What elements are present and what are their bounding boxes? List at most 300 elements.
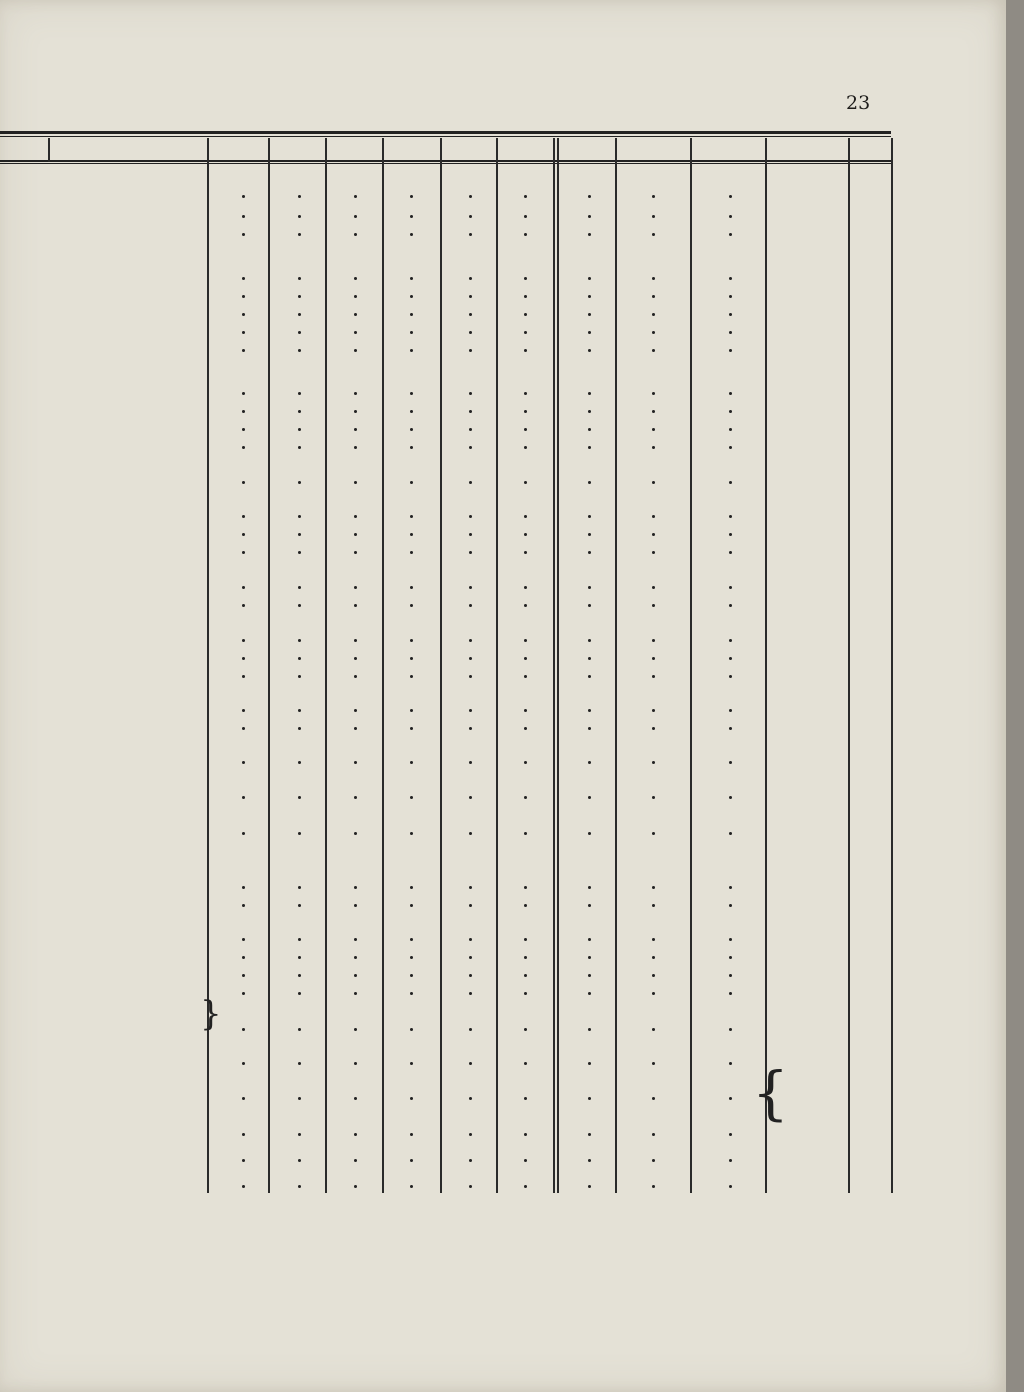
empty-mark [298, 410, 301, 413]
empty-mark [298, 832, 301, 835]
header-top-rule [0, 131, 891, 134]
empty-mark [298, 349, 301, 352]
empty-mark [588, 515, 591, 518]
empty-mark [298, 313, 301, 316]
empty-mark [354, 904, 357, 907]
empty-mark [410, 551, 413, 554]
empty-mark [652, 832, 655, 835]
empty-mark [242, 1062, 245, 1065]
empty-mark [298, 938, 301, 941]
empty-mark [354, 533, 357, 536]
empty-mark [652, 796, 655, 799]
empty-mark [652, 938, 655, 941]
empty-mark [652, 639, 655, 642]
empty-mark [524, 938, 527, 941]
empty-mark [242, 761, 245, 764]
column-rule [557, 138, 559, 1193]
empty-mark [729, 657, 732, 660]
empty-mark [524, 992, 527, 995]
empty-mark [242, 1185, 245, 1188]
empty-mark [729, 974, 732, 977]
empty-mark [354, 938, 357, 941]
empty-mark [410, 533, 413, 536]
empty-mark [354, 295, 357, 298]
empty-mark [588, 832, 591, 835]
empty-mark [588, 1097, 591, 1100]
empty-mark [242, 1133, 245, 1136]
empty-mark [524, 1133, 527, 1136]
empty-mark [354, 331, 357, 334]
empty-mark [469, 392, 472, 395]
empty-mark [469, 974, 472, 977]
empty-mark [298, 392, 301, 395]
empty-mark [410, 761, 413, 764]
empty-mark [588, 956, 591, 959]
empty-mark [242, 796, 245, 799]
empty-mark [410, 938, 413, 941]
empty-mark [410, 675, 413, 678]
empty-mark [354, 481, 357, 484]
empty-mark [729, 349, 732, 352]
empty-mark [410, 195, 413, 198]
empty-mark [242, 313, 245, 316]
empty-mark [588, 727, 591, 730]
empty-mark [298, 533, 301, 536]
empty-mark [354, 1028, 357, 1031]
empty-mark [729, 392, 732, 395]
empty-mark [242, 551, 245, 554]
empty-mark [469, 1133, 472, 1136]
empty-mark [729, 313, 732, 316]
empty-mark [652, 586, 655, 589]
column-rule [848, 138, 850, 1193]
empty-mark [410, 331, 413, 334]
empty-mark [242, 481, 245, 484]
empty-mark [469, 761, 472, 764]
empty-mark [354, 410, 357, 413]
empty-mark [242, 586, 245, 589]
empty-mark [242, 533, 245, 536]
empty-mark [524, 657, 527, 660]
empty-mark [588, 428, 591, 431]
empty-mark [524, 515, 527, 518]
empty-mark [354, 832, 357, 835]
empty-mark [410, 657, 413, 660]
empty-mark [588, 639, 591, 642]
empty-mark [729, 533, 732, 536]
empty-mark [469, 992, 472, 995]
empty-mark [524, 428, 527, 431]
empty-mark [588, 331, 591, 334]
empty-mark [729, 446, 732, 449]
empty-mark [652, 410, 655, 413]
empty-mark [588, 1185, 591, 1188]
empty-mark [588, 1159, 591, 1162]
empty-mark [354, 446, 357, 449]
empty-mark [410, 886, 413, 889]
empty-mark [729, 295, 732, 298]
empty-mark [469, 481, 472, 484]
empty-mark [469, 331, 472, 334]
empty-mark [729, 727, 732, 730]
empty-mark [298, 428, 301, 431]
empty-mark [410, 586, 413, 589]
empty-mark [652, 551, 655, 554]
empty-mark [469, 446, 472, 449]
empty-mark [298, 215, 301, 218]
empty-mark [588, 551, 591, 554]
empty-mark [298, 551, 301, 554]
empty-mark [652, 331, 655, 334]
page-edge-shadow [1006, 0, 1024, 1392]
empty-mark [729, 1133, 732, 1136]
column-rule [765, 138, 767, 1193]
empty-mark [729, 515, 732, 518]
empty-mark [652, 1159, 655, 1162]
empty-mark [588, 586, 591, 589]
empty-mark [354, 1133, 357, 1136]
empty-mark [354, 277, 357, 280]
empty-mark [588, 277, 591, 280]
empty-mark [588, 604, 591, 607]
empty-mark [242, 956, 245, 959]
empty-mark [652, 761, 655, 764]
empty-mark [354, 727, 357, 730]
empty-mark [469, 796, 472, 799]
empty-mark [469, 349, 472, 352]
empty-mark [588, 1133, 591, 1136]
empty-mark [588, 410, 591, 413]
empty-mark [652, 195, 655, 198]
empty-mark [410, 1028, 413, 1031]
empty-mark [298, 709, 301, 712]
empty-mark [652, 446, 655, 449]
empty-mark [588, 886, 591, 889]
empty-mark [588, 313, 591, 316]
empty-mark [652, 657, 655, 660]
empty-mark [298, 295, 301, 298]
empty-mark [729, 639, 732, 642]
column-rule [496, 138, 498, 1193]
empty-mark [469, 639, 472, 642]
empty-mark [524, 446, 527, 449]
empty-mark [242, 428, 245, 431]
empty-mark [588, 761, 591, 764]
empty-mark [729, 215, 732, 218]
empty-mark [354, 657, 357, 660]
empty-mark [729, 604, 732, 607]
empty-mark [298, 992, 301, 995]
empty-mark [469, 1028, 472, 1031]
empty-mark [242, 392, 245, 395]
empty-mark [469, 956, 472, 959]
empty-mark [729, 761, 732, 764]
empty-mark [524, 295, 527, 298]
empty-mark [524, 956, 527, 959]
empty-mark [652, 277, 655, 280]
empty-mark [652, 604, 655, 607]
empty-mark [729, 675, 732, 678]
empty-mark [298, 639, 301, 642]
empty-mark [410, 639, 413, 642]
empty-mark [410, 349, 413, 352]
empty-mark [469, 938, 472, 941]
empty-mark [242, 974, 245, 977]
empty-mark [298, 481, 301, 484]
empty-mark [652, 349, 655, 352]
empty-mark [524, 233, 527, 236]
empty-mark [242, 515, 245, 518]
empty-mark [652, 295, 655, 298]
empty-mark [410, 392, 413, 395]
empty-mark [242, 992, 245, 995]
empty-mark [354, 974, 357, 977]
empty-mark [298, 657, 301, 660]
empty-mark [410, 313, 413, 316]
empty-mark [652, 392, 655, 395]
empty-mark [652, 1097, 655, 1100]
empty-mark [242, 1028, 245, 1031]
empty-mark [298, 796, 301, 799]
empty-mark [410, 233, 413, 236]
empty-mark [524, 796, 527, 799]
empty-mark [298, 1159, 301, 1162]
empty-mark [588, 533, 591, 536]
empty-mark [410, 974, 413, 977]
empty-mark [354, 428, 357, 431]
empty-mark [469, 215, 472, 218]
column-rule [553, 138, 555, 1193]
empty-mark [298, 974, 301, 977]
empty-mark [298, 195, 301, 198]
empty-mark [469, 428, 472, 431]
empty-mark [588, 938, 591, 941]
empty-mark [729, 1185, 732, 1188]
empty-mark [469, 604, 472, 607]
empty-mark [652, 233, 655, 236]
empty-mark [298, 604, 301, 607]
empty-mark [242, 233, 245, 236]
empty-mark [588, 1062, 591, 1065]
header-bottom-rule-thin [0, 163, 891, 164]
empty-mark [354, 761, 357, 764]
empty-mark [524, 586, 527, 589]
empty-mark [298, 331, 301, 334]
empty-mark [652, 904, 655, 907]
empty-mark [588, 657, 591, 660]
empty-mark [729, 331, 732, 334]
empty-mark [469, 1185, 472, 1188]
empty-mark [524, 1062, 527, 1065]
empty-mark [524, 1097, 527, 1100]
empty-mark [729, 195, 732, 198]
empty-mark [410, 796, 413, 799]
empty-mark [588, 796, 591, 799]
empty-mark [588, 675, 591, 678]
empty-mark [524, 392, 527, 395]
empty-mark [354, 956, 357, 959]
empty-mark [469, 832, 472, 835]
empty-mark [242, 639, 245, 642]
column-rule [440, 138, 442, 1193]
empty-mark [298, 1028, 301, 1031]
empty-mark [410, 295, 413, 298]
empty-mark [729, 1097, 732, 1100]
empty-mark [469, 195, 472, 198]
empty-mark [729, 796, 732, 799]
empty-mark [410, 215, 413, 218]
empty-mark [729, 992, 732, 995]
empty-mark [410, 446, 413, 449]
empty-mark [469, 1159, 472, 1162]
column-rule [207, 138, 209, 1193]
empty-mark [469, 313, 472, 316]
empty-mark [242, 657, 245, 660]
empty-mark [242, 604, 245, 607]
empty-mark [469, 410, 472, 413]
empty-mark [729, 904, 732, 907]
empty-mark [410, 727, 413, 730]
empty-mark [242, 295, 245, 298]
empty-mark [242, 410, 245, 413]
empty-mark [652, 1062, 655, 1065]
empty-mark [469, 727, 472, 730]
empty-mark [469, 277, 472, 280]
empty-mark [524, 604, 527, 607]
empty-mark [524, 277, 527, 280]
empty-mark [729, 410, 732, 413]
empty-mark [354, 709, 357, 712]
empty-mark [729, 886, 732, 889]
empty-mark [652, 1028, 655, 1031]
empty-mark [410, 410, 413, 413]
empty-mark [242, 277, 245, 280]
empty-mark [469, 904, 472, 907]
empty-mark [652, 974, 655, 977]
empty-mark [469, 1062, 472, 1065]
empty-mark [729, 551, 732, 554]
empty-mark [729, 1159, 732, 1162]
column-rule [382, 138, 384, 1193]
empty-mark [298, 761, 301, 764]
empty-mark [298, 1133, 301, 1136]
empty-mark [524, 533, 527, 536]
empty-mark [410, 1097, 413, 1100]
empty-mark [652, 481, 655, 484]
empty-mark [524, 886, 527, 889]
empty-mark [652, 1185, 655, 1188]
empty-mark [298, 446, 301, 449]
empty-mark [588, 709, 591, 712]
empty-mark [588, 992, 591, 995]
empty-mark [410, 832, 413, 835]
empty-mark [410, 1133, 413, 1136]
empty-mark [242, 709, 245, 712]
empty-mark [588, 974, 591, 977]
empty-mark [298, 1185, 301, 1188]
empty-mark [588, 295, 591, 298]
empty-mark [242, 904, 245, 907]
empty-mark [469, 657, 472, 660]
empty-mark [354, 551, 357, 554]
empty-mark [469, 675, 472, 678]
empty-mark [469, 586, 472, 589]
empty-mark [354, 604, 357, 607]
empty-mark [354, 1097, 357, 1100]
empty-mark [354, 1185, 357, 1188]
empty-mark [469, 515, 472, 518]
empty-mark [469, 295, 472, 298]
empty-mark [410, 1062, 413, 1065]
column-rule [891, 138, 893, 1193]
empty-mark [524, 1185, 527, 1188]
empty-mark [242, 1097, 245, 1100]
empty-mark [410, 709, 413, 712]
empty-mark [354, 886, 357, 889]
empty-mark [524, 675, 527, 678]
empty-mark [524, 832, 527, 835]
empty-mark [524, 974, 527, 977]
empty-mark [410, 956, 413, 959]
brace-left: { [752, 1059, 789, 1127]
empty-mark [524, 551, 527, 554]
empty-mark [729, 586, 732, 589]
empty-mark [354, 215, 357, 218]
empty-mark [524, 1028, 527, 1031]
empty-mark [298, 586, 301, 589]
empty-mark [298, 675, 301, 678]
empty-mark [729, 956, 732, 959]
empty-mark [298, 904, 301, 907]
empty-mark [242, 938, 245, 941]
empty-mark [410, 428, 413, 431]
empty-mark [524, 215, 527, 218]
empty-mark [469, 886, 472, 889]
empty-mark [524, 904, 527, 907]
empty-mark [469, 533, 472, 536]
empty-mark [298, 1097, 301, 1100]
empty-mark [410, 515, 413, 518]
empty-mark [524, 639, 527, 642]
empty-mark [652, 886, 655, 889]
empty-mark [588, 1028, 591, 1031]
empty-mark [242, 195, 245, 198]
empty-mark [652, 515, 655, 518]
empty-mark [298, 233, 301, 236]
empty-mark [729, 481, 732, 484]
empty-mark [242, 331, 245, 334]
empty-mark [652, 215, 655, 218]
empty-mark [588, 904, 591, 907]
empty-mark [652, 956, 655, 959]
empty-mark [729, 1062, 732, 1065]
empty-mark [588, 195, 591, 198]
empty-mark [729, 233, 732, 236]
empty-mark [652, 992, 655, 995]
empty-mark [524, 727, 527, 730]
empty-mark [652, 428, 655, 431]
column-rule [268, 138, 270, 1193]
empty-mark [469, 233, 472, 236]
empty-mark [242, 349, 245, 352]
empty-mark [298, 1062, 301, 1065]
empty-mark [410, 277, 413, 280]
empty-mark [588, 392, 591, 395]
header-top-rule-thin [0, 136, 891, 137]
empty-mark [242, 727, 245, 730]
empty-mark [354, 195, 357, 198]
empty-mark [242, 215, 245, 218]
